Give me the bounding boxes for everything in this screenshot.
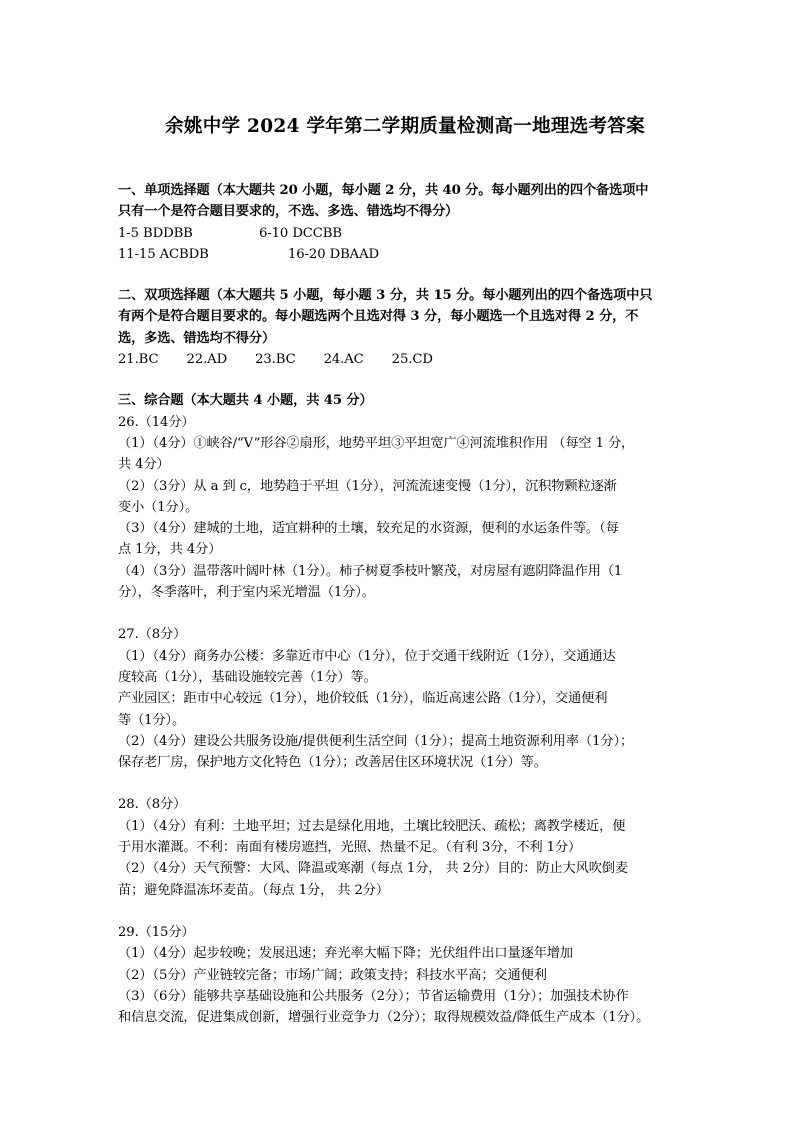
answer-row (118, 349, 698, 370)
question-line: （3）（6分）能够共享基础设施和公共服务（2分）；节省运输费用（1分）；加强技术协作 (118, 988, 629, 1004)
question-line: 于用水灌溉。不利：南面有楼房遮挡，光照、热量不足。（有利 3分，不利 1分） (118, 840, 582, 856)
question-27 (118, 624, 698, 773)
answer-item: 24.AC (323, 352, 364, 368)
answer-group: 16-20 DBAAD (288, 246, 379, 262)
question-29 (118, 922, 698, 1028)
question-line: （2）（4分）天气预警：大风、降温或寒潮（每点 1分， 共 2分）目的：防止大风吹倒麦 (118, 861, 628, 877)
answer-row (118, 223, 698, 244)
section-heading-line: 只有一个是符合题目要求的，不选、多选、错选均不得分） (118, 204, 459, 220)
section-heading-line: 有两个是符合题目要求的。每小题选两个且选对得 3 分，每小题选一个且选对得 2 分，不 (118, 309, 639, 325)
answer-item: 22.AD (186, 352, 228, 368)
question-line: （2）（5分）产业链较完备；市场广阔；政策支持；科技水平高；交通便利 (118, 967, 547, 983)
question-line: 等（1分）。 (118, 712, 186, 728)
question-line: 28.（8分） (118, 797, 187, 813)
answer-row (118, 244, 698, 265)
section-heading-line: 选，多选、错选均不得分） (118, 330, 276, 346)
question-line: 29.（15分） (118, 924, 195, 940)
question-line: 产业园区：距市中心较远（1分），地价较低（1分），临近高速公路（1分），交通便利 (118, 691, 608, 707)
answer-group: 1-5 BDDBB (118, 225, 193, 241)
question-line: 27.（8分） (118, 627, 187, 643)
question-26 (118, 412, 698, 604)
answer-item: 23.BC (255, 352, 296, 368)
question-line: 和信息交流，促进集成创新，增强行业竞争力（2分）；取得规模效益/降低生产成本（1分）。 (118, 1010, 650, 1026)
answer-document (118, 112, 698, 1048)
answer-item: 21.BC (118, 352, 159, 368)
question-line: （4）（3分）温带落叶阔叶林（1分）。柿子树夏季枝叶繁茂，对房屋有遮阴降温作用（1 (118, 563, 623, 579)
section-heading: 三、综合题（本大题共 4 小题，共 45 分） (118, 393, 373, 409)
question-line: 保存老厂房，保护地方文化特色（1分）；改善居住区环境状况（1分）等。 (118, 755, 547, 771)
question-line: （1）（4分）①峡谷/“V”形谷②扇形，地势平坦③平坦宽广④河流堆积作用 （每空 1 分， (118, 435, 635, 451)
section-heading-line: 一、单项选择题（本大题共 20 小题，每小题 2 分，共 40 分。每小题列出的四个备选项中 (118, 183, 649, 198)
question-line: （2）（3分）从 a 到 c，地势趋于平坦（1分），河流流速变慢（1分），沉积物颗粒逐渐 (118, 478, 617, 494)
question-line: 变小（1分）。 (118, 499, 199, 515)
question-line: 苗；避免降温冻坏麦苗。（每点 1分， 共 2分） (118, 882, 389, 898)
question-line: 度较高（1分），基础设施较完善（1分）等。 (118, 669, 377, 685)
question-line: （1）（4分）起步较晚；发展迅速；弃光率大幅下降；光伏组件出口量逐年增加 (118, 946, 573, 962)
answer-group: 11-15 ACBDB (118, 246, 209, 262)
question-line: （1）（4分）商务办公楼：多靠近市中心（1分），位于交通干线附近（1分），交通通达 (118, 648, 616, 664)
question-28 (118, 794, 698, 900)
answer-item: 25.CD (391, 352, 433, 368)
section-comprehensive (118, 390, 698, 1028)
answer-group: 6-10 DCCBB (259, 225, 342, 241)
section-double-choice (118, 285, 698, 370)
question-line: 共 4分） (118, 457, 170, 473)
section-single-choice (118, 180, 698, 265)
question-line: 26.（14分） (118, 414, 195, 430)
page-title: 余姚中学 2024 学年第二学期质量检测高一地理选考答案 (165, 116, 645, 137)
question-line: 分），冬季落叶，利于室内采光增温（1分）。 (118, 585, 375, 601)
question-line: 点 1分，共 4分） (118, 542, 222, 558)
question-line: （1）（4分）有利：土地平坦；过去是绿化用地，土壤比较肥沃、疏松；离教学楼近，便 (118, 818, 626, 834)
section-heading-line: 二、双项选择题（本大题共 5 小题，每小题 3 分，共 15 分。每小题列出的四个备选项中只 (118, 288, 653, 304)
question-line: （2）（4分）建设公共服务设施/提供便利生活空间（1分）；提高土地资源利用率（1分）； (118, 733, 634, 749)
question-line: （3）（4分）建城的土地，适宜耕种的土壤，较充足的水资源，便利的水运条件等。（每 (118, 521, 619, 537)
